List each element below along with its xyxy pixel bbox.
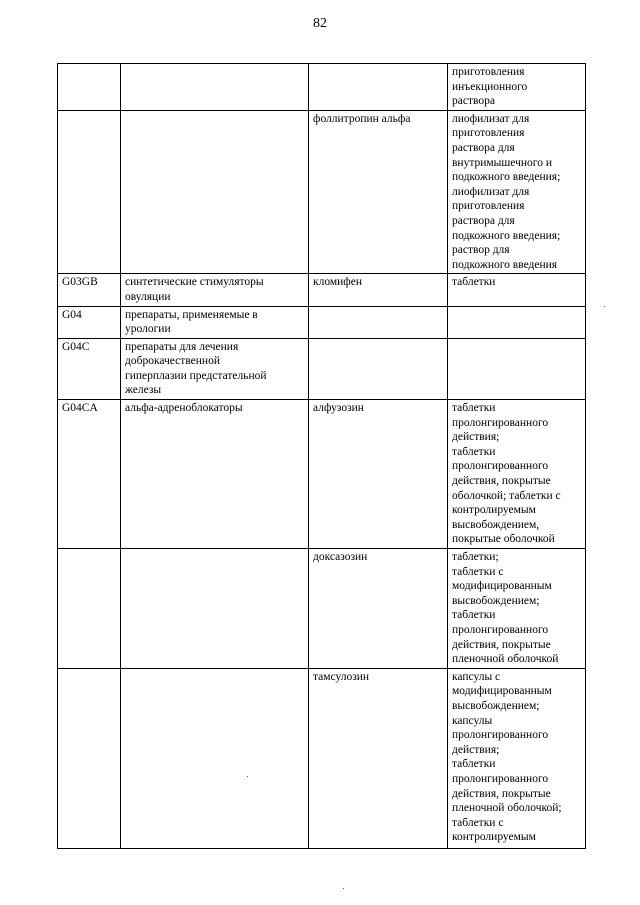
page-number: 82: [313, 16, 327, 31]
scan-speck: [604, 306, 605, 307]
drug-name-cell: [309, 274, 448, 306]
dosage-form-cell: [448, 64, 586, 111]
drug-name-cell: [309, 110, 448, 274]
group-name-cell: [121, 64, 309, 111]
dosage-form-cell-line: таблетки: [452, 758, 496, 771]
dosage-form-cell-line: высвобождением,: [452, 518, 540, 531]
atc-code-cell: [58, 668, 121, 848]
dosage-form-cell-line: раствора для: [452, 141, 515, 154]
dosage-form-cell-line: лиофилизат для: [452, 185, 530, 198]
dosage-form-cell-line: таблетки;: [452, 551, 499, 563]
dosage-form-cell-line: таблетки с: [452, 565, 504, 578]
group-name-cell: [121, 110, 309, 274]
dosage-form-cell-line: модифицированным: [452, 580, 552, 593]
group-name-cell: [121, 306, 309, 338]
atc-code-cell: [58, 400, 121, 549]
atc-code-cell-line: G04C: [62, 340, 90, 353]
drug-name-cell-line: фоллитропин альфа: [313, 112, 411, 125]
dosage-form-cell-line: приготовления: [452, 66, 525, 78]
group-name-cell: [121, 549, 309, 669]
atc-code-cell: [58, 274, 121, 306]
dosage-form-cell-line: приготовления: [452, 200, 525, 213]
drug-name-cell: [309, 549, 448, 669]
dosage-form-cell-line: оболочкой; таблетки с: [452, 489, 561, 502]
dosage-form-cell-line: капсулы с: [452, 670, 501, 683]
group-name-cell: [121, 274, 309, 306]
group-name-cell-line: гиперплазии предстательной: [125, 369, 267, 382]
dosage-form-cell-line: высвобождением;: [452, 699, 540, 712]
dosage-form-cell: [448, 400, 586, 549]
group-name-cell-line: урологии: [125, 323, 171, 336]
table-row: [58, 549, 586, 669]
table-body: [58, 64, 586, 849]
atc-code-cell: [58, 110, 121, 274]
group-name-cell: [121, 400, 309, 549]
dosage-form-cell-line: подкожного введения;: [452, 229, 561, 242]
drug-name-cell: [309, 400, 448, 549]
dosage-form-cell: [448, 306, 586, 338]
drug-name-cell: [309, 338, 448, 399]
dosage-form-cell-line: действия, покрытые: [452, 638, 551, 651]
dosage-form-cell-line: действия;: [452, 431, 500, 444]
drug-name-cell-line: алфузозин: [313, 402, 364, 415]
drug-name-cell: [309, 306, 448, 338]
dosage-form-cell-line: контролируемым: [452, 504, 536, 517]
group-name-cell: [121, 668, 309, 848]
dosage-form-cell-line: контролируемым: [452, 831, 536, 844]
dosage-form-cell-line: пленочной оболочкой;: [452, 802, 562, 815]
dosage-form-cell-line: раствор для: [452, 244, 510, 257]
table-row: [58, 110, 586, 274]
dosage-form-cell-line: действия, покрытые: [452, 787, 551, 800]
dosage-form-cell-line: модифицированным: [452, 685, 552, 698]
dosage-form-cell-line: пролонгированного: [452, 623, 549, 636]
dosage-form-cell-line: действия;: [452, 743, 500, 756]
dosage-form-cell-line: лиофилизат для: [452, 112, 530, 125]
dosage-form-cell-line: инъекционного: [452, 80, 528, 93]
atc-code-cell: [58, 306, 121, 338]
dosage-form-cell-line: пленочной оболочкой: [452, 653, 559, 666]
atc-code-cell: [58, 549, 121, 669]
atc-code-cell: [58, 64, 121, 111]
dosage-form-cell-line: раствора: [452, 95, 495, 108]
drug-name-cell-line: тамсулозин: [313, 670, 370, 683]
table-row: [58, 64, 586, 111]
table-row: [58, 274, 586, 306]
scan-speck: [343, 888, 344, 889]
drug-name-cell: [309, 64, 448, 111]
dosage-form-cell-line: пролонгированного: [452, 729, 549, 742]
group-name-cell-line: овуляции: [125, 290, 171, 303]
atc-code-cell-line: G03GB: [62, 276, 98, 289]
dosage-form-cell-line: пролонгированного: [452, 460, 549, 473]
group-name-cell-line: препараты, применяемые в: [125, 308, 258, 321]
dosage-form-cell-line: подкожного введения: [452, 258, 558, 271]
dosage-form-cell-line: внутримышечного и: [452, 156, 552, 169]
dosage-form-cell-line: таблетки: [452, 445, 496, 458]
drug-name-cell-line: кломифен: [313, 276, 362, 289]
group-name-cell: [121, 338, 309, 399]
table-row: [58, 400, 586, 549]
dosage-form-cell-line: раствора для: [452, 214, 515, 227]
dosage-form-cell-line: таблетки: [452, 402, 496, 415]
atc-code-cell: [58, 338, 121, 399]
drug-name-cell: [309, 668, 448, 848]
dosage-form-cell-line: покрытые оболочкой: [452, 533, 555, 546]
dosage-form-cell-line: высвобождением;: [452, 594, 540, 607]
group-name-cell-line: синтетические стимуляторы: [125, 276, 264, 289]
dosage-form-cell-line: капсулы: [452, 714, 493, 727]
dosage-form-cell: [448, 549, 586, 669]
atc-code-cell-line: G04: [62, 308, 82, 321]
dosage-form-cell: [448, 338, 586, 399]
dosage-form-cell-line: приготовления: [452, 127, 525, 140]
table-row: [58, 668, 586, 848]
dosage-form-cell-line: пролонгированного: [452, 416, 549, 429]
scan-speck: [247, 776, 248, 777]
group-name-cell-line: препараты для лечения: [125, 340, 239, 353]
drug-table: [57, 63, 586, 849]
group-name-cell-line: доброкачественной: [125, 355, 220, 368]
group-name-cell-line: железы: [125, 384, 162, 397]
dosage-form-cell-line: таблетки: [452, 609, 496, 622]
group-name-cell-line: альфа-адреноблокаторы: [125, 402, 243, 415]
table-row: [58, 338, 586, 399]
atc-code-cell-line: G04CA: [62, 402, 98, 415]
dosage-form-cell-line: подкожного введения;: [452, 171, 561, 184]
dosage-form-cell-line: таблетки: [452, 276, 496, 289]
table-row: [58, 306, 586, 338]
dosage-form-cell-line: пролонгированного: [452, 772, 549, 785]
drug-name-cell-line: доксазозин: [313, 551, 368, 563]
dosage-form-cell-line: действия, покрытые: [452, 475, 551, 488]
dosage-form-cell: [448, 668, 586, 848]
dosage-form-cell: [448, 274, 586, 306]
dosage-form-cell-line: таблетки с: [452, 816, 504, 829]
dosage-form-cell: [448, 110, 586, 274]
